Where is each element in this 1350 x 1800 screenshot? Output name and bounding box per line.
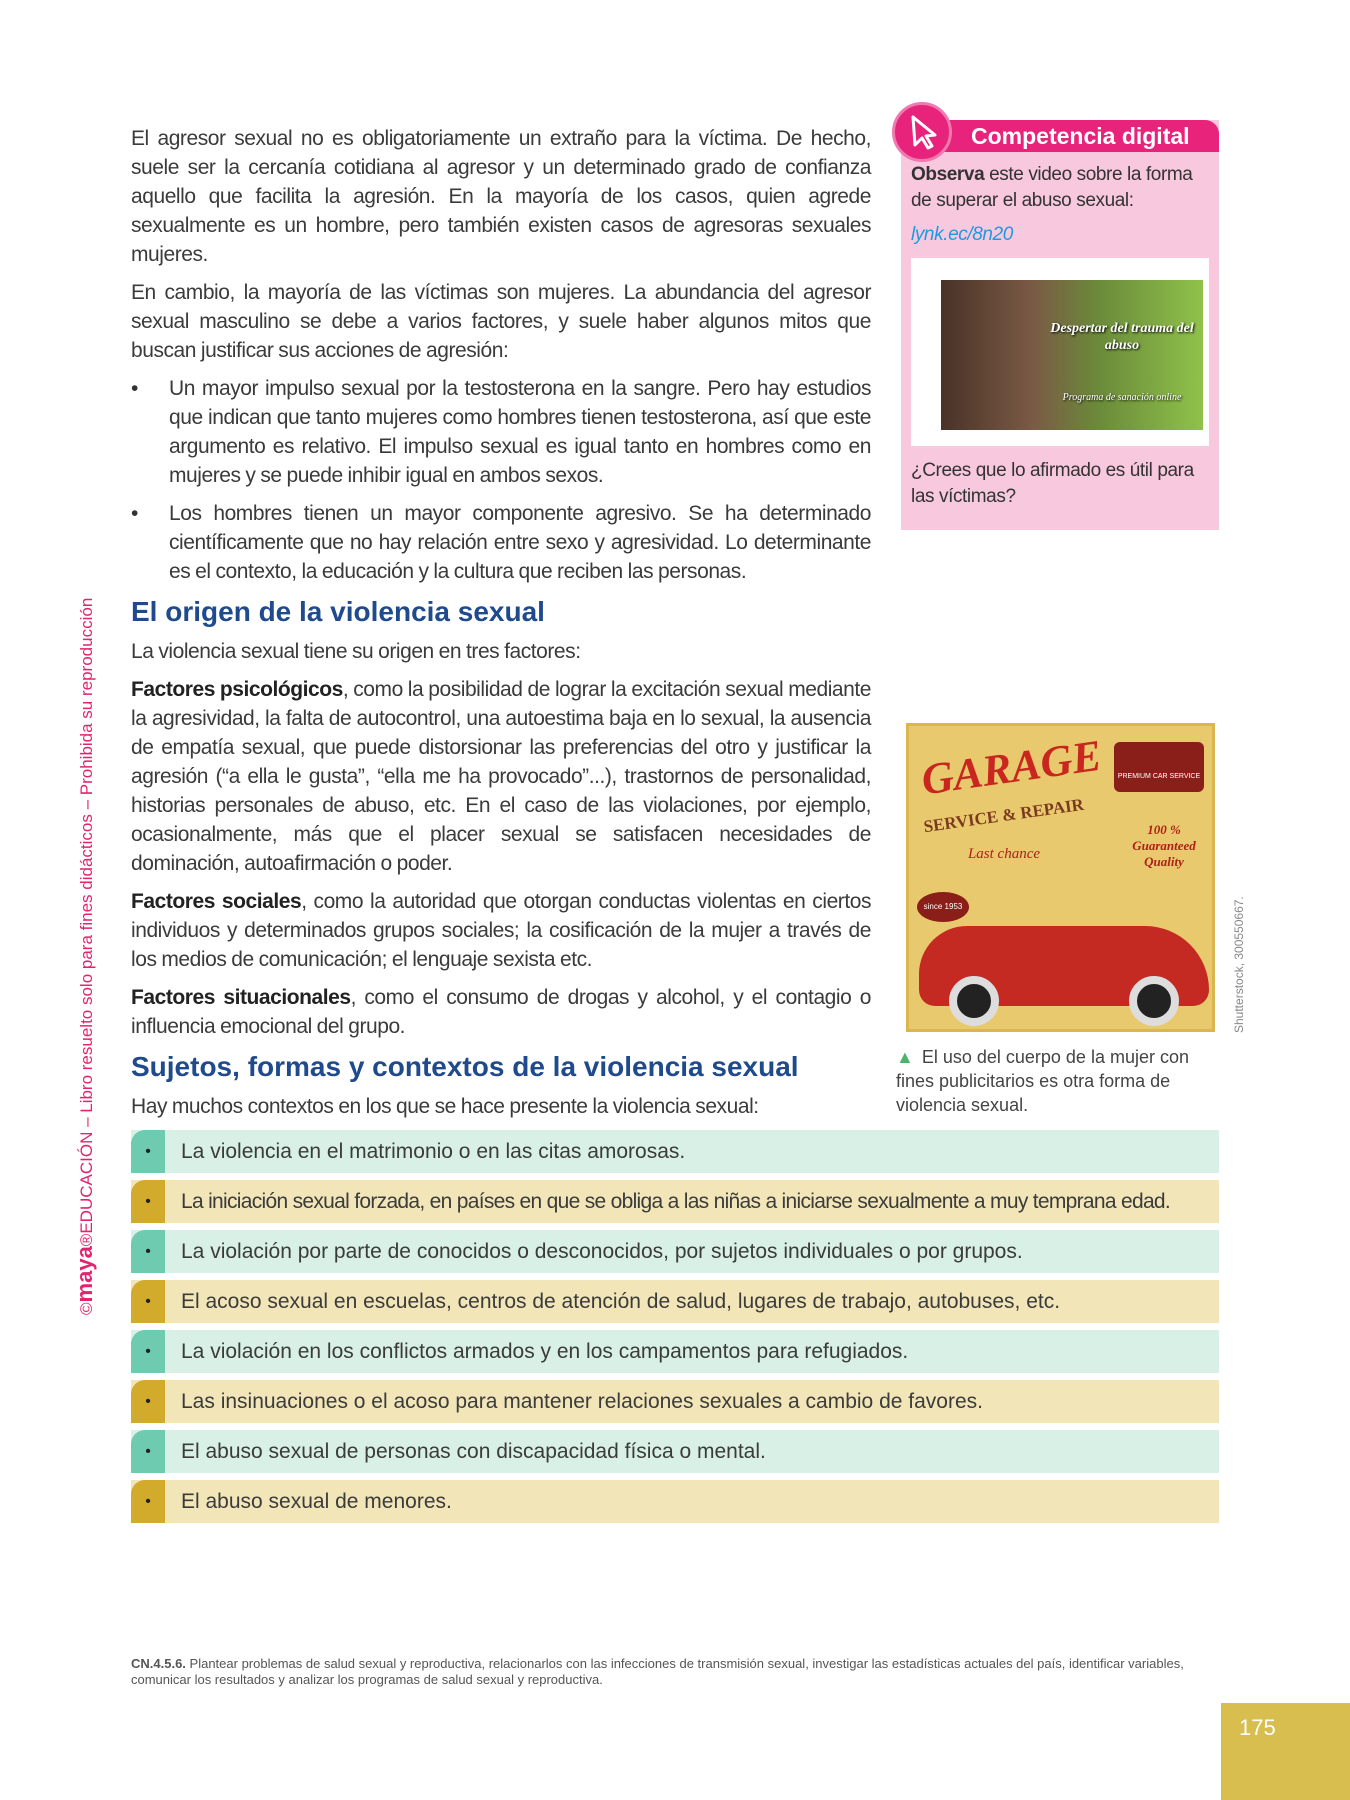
context-item (131, 1180, 1219, 1223)
context-item (131, 1480, 1219, 1523)
context-item (131, 1430, 1219, 1473)
triangle-icon: ▲ (896, 1047, 914, 1067)
poster-last-chance: Last chance (967, 846, 1041, 862)
poster-subtitle: SERVICE & REPAIR (922, 794, 1086, 837)
factor-term: Factores situacionales (131, 986, 351, 1009)
video-link[interactable]: lynk.ec/8n20 (911, 224, 1013, 245)
poster-since: since 1953 (917, 892, 969, 922)
poster-caption (896, 1045, 1226, 1117)
curriculum-footer (131, 1656, 1221, 1688)
context-item (131, 1130, 1219, 1173)
bullet-tab: • (131, 1380, 165, 1423)
photo-credit: Shutterstock, 300550667. (1232, 896, 1246, 1033)
sujetos-lead: Hay muchos contextos en los que se hace presente la violencia sexual: (131, 1095, 759, 1118)
context-text: La violación en los conflictos armados y en los campamentos para refugiados. (181, 1339, 909, 1363)
video-subtitle: Programa de sanación online (1062, 392, 1182, 403)
context-text: La violencia en el matrimonio o en las citas amorosas. (181, 1139, 686, 1163)
observa-label: Observa (911, 164, 985, 185)
section-title-sujetos: Sujetos, formas y contextos de la violencia sexual (131, 1051, 799, 1082)
video-frame (941, 280, 1203, 430)
section-title-origen: El origen de la violencia sexual (131, 596, 545, 627)
context-item (131, 1380, 1219, 1423)
myth-item: • Los hombres tienen un mayor componente agresivo. Se ha determinado científicamente que no hay relación entre sexo y agresividad. Lo determinante es el contexto, la educación y la cultura que reciben las personas. (131, 499, 871, 586)
digital-competence-box (901, 120, 1219, 530)
bullet-tab: • (131, 1480, 165, 1523)
context-text: El acoso sexual en escuelas, centros de atención de salud, lugares de trabajo, autobuses, etc. (181, 1289, 1061, 1313)
context-text: La iniciación sexual forzada, en países en que se obliga a las niñas a iniciarse sexualmente a muy temprana edad. (181, 1189, 1171, 1213)
factor-text: , como la posibilidad de lograr la excitación sexual mediante la agresividad, la falta de autocontrol, una autoestima baja en lo sexual, la ausencia de empatía sexual, que puede distorsionar las preferencias del otro y justificar la agresión (“a ella le gusta”, “ella me ha provocado”...), trastornos de personalidad, historias personales de abuso, etc. En el caso de las violaciones, por ejemplo, ocasionalmente, más que el placer sexual se satisfacen necesidades de dominación, autoafirmación o poder. (131, 678, 872, 875)
curriculum-text: Plantear problemas de salud sexual y reproductiva, relacionarlos con las infecciones de transmisión sexual, investigar las estadísticas actuales del país, identificar variables, comunicar los resultados y analizar los programas de salud sexual y reproductiva. (131, 1656, 1184, 1687)
bullet-tab: • (131, 1230, 165, 1273)
context-item (131, 1280, 1219, 1323)
factor-term: Factores psicológicos (131, 678, 343, 701)
poster-quality: 100 % Guaranteed Quality (1132, 822, 1196, 869)
bullet-tab: • (131, 1430, 165, 1473)
factor-text: , como el consumo de drogas y alcohol, y el contagio o influencia emocional del grupo. (131, 986, 871, 1038)
poster-title: GARAGE (918, 730, 1105, 805)
page-number: 175 (1221, 1703, 1350, 1800)
context-text: El abuso sexual de personas con discapacidad física o mental. (181, 1439, 766, 1463)
context-text: El abuso sexual de menores. (181, 1489, 452, 1513)
video-title: Despertar del trauma del abuso (1050, 321, 1194, 353)
intro-paragraph-1: El agresor sexual no es obligatoriamente un extraño para la víctima. De hecho, suele ser la cercanía cotidiana al agresor y un determinado grado de confianza aquello que facilita la agresión. En la mayoría de los casos, quien agrede sexualmente es un hombre, pero también existen casos de agresoras sexuales mujeres. (131, 127, 871, 266)
bullet-tab: • (131, 1330, 165, 1373)
origen-lead: La violencia sexual tiene su origen en tres factores: (131, 640, 581, 663)
contexts-list (131, 1130, 1219, 1523)
digital-competence-title: Competencia digital (901, 120, 1219, 152)
brand-logo: maya (72, 1246, 97, 1303)
poster-badge: PREMIUM CAR SERVICE (1114, 742, 1204, 792)
factor-sociales (131, 887, 871, 974)
bullet-tab: • (131, 1130, 165, 1173)
caption-text: El uso del cuerpo de la mujer con fines publicitarios es otra forma de violencia sexual. (896, 1047, 1189, 1115)
factor-situacionales (131, 983, 871, 1041)
context-text: La violación por parte de conocidos o desconocidos, por sujetos individuales o por grupos. (181, 1239, 1023, 1263)
digital-instruction (901, 162, 1219, 214)
instruction-text: este video sobre la forma de superar el abuso sexual: (911, 164, 1193, 211)
context-item (131, 1230, 1219, 1273)
myths-list (131, 374, 871, 586)
bullet-tab: • (131, 1280, 165, 1323)
car-wheel (1129, 976, 1179, 1026)
bullet-tab: • (131, 1180, 165, 1223)
video-thumbnail[interactable] (911, 258, 1209, 446)
myth-item: • Un mayor impulso sexual por la testosterona en la sangre. Pero hay estudios que indican que tanto mujeres como hombres tienen testosterona, así que este argumento es relativo. El impulso sexual es igual tanto en hombres como en mujeres y se puede inhibir igual en ambos sexos. (131, 374, 871, 490)
car-wheel (949, 976, 999, 1026)
intro-paragraph-2: En cambio, la mayoría de las víctimas son mujeres. La abundancia del agresor sexual masculino se debe a varios factores, y suele haber algunos mitos que buscan justificar sus acciones de agresión: (131, 281, 871, 362)
cursor-icon (892, 102, 952, 162)
copyright-mark: © (77, 1302, 96, 1315)
context-text: Las insinuaciones o el acoso para mantener relaciones sexuales a cambio de favores. (181, 1389, 983, 1413)
context-item (131, 1330, 1219, 1373)
factor-text: , como la autoridad que otorgan conductas violentas en ciertos individuos y determinados grupos sociales; la cosificación de la mujer a través de los medios de comunicación; el lenguaje sexista etc. (131, 890, 872, 971)
curriculum-code: CN.4.5.6. (131, 1656, 186, 1671)
side-label-text: ®EDUCACIÓN – Libro resuelto solo para fines didácticos – Prohibida su reproducción (77, 597, 96, 1247)
factor-term: Factores sociales (131, 890, 302, 913)
copyright-side-label (72, 598, 98, 1315)
factor-psicologicos (131, 675, 871, 878)
garage-poster-image (906, 723, 1215, 1032)
digital-question: ¿Crees que lo afirmado es útil para las víctimas? (911, 460, 1194, 507)
